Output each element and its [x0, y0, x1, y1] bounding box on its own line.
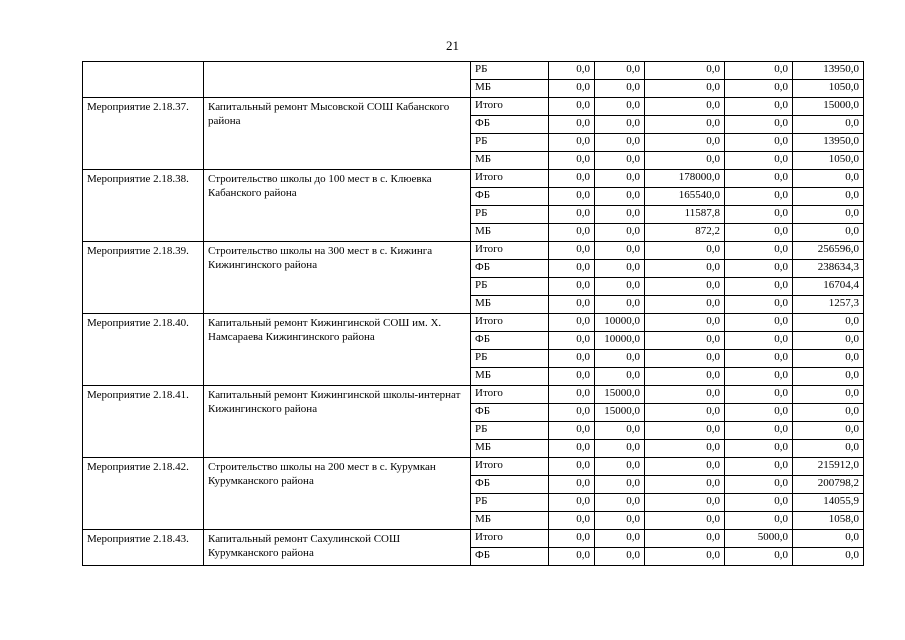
value-col-5: 1257,3	[793, 296, 864, 314]
value-col-3: 0,0	[645, 314, 725, 332]
value-col-3: 0,0	[645, 368, 725, 386]
value-col-1: 0,0	[549, 224, 595, 242]
value-col-5: 0,0	[793, 422, 864, 440]
value-col-2: 0,0	[595, 242, 645, 260]
value-col-2: 0,0	[595, 188, 645, 206]
value-col-4: 0,0	[725, 422, 793, 440]
value-col-1: 0,0	[549, 260, 595, 278]
value-col-3: 11587,8	[645, 206, 725, 224]
value-col-2: 10000,0	[595, 314, 645, 332]
value-col-1: 0,0	[549, 386, 595, 404]
value-col-4: 0,0	[725, 152, 793, 170]
value-col-4: 0,0	[725, 134, 793, 152]
value-col-5: 0,0	[793, 224, 864, 242]
table-row	[83, 314, 864, 332]
funding-source-cell: МБ	[471, 296, 549, 314]
value-col-4: 0,0	[725, 170, 793, 188]
value-col-3: 872,2	[645, 224, 725, 242]
funding-source-cell: Итого	[471, 386, 549, 404]
page-number: 21	[446, 38, 459, 53]
activity-description-cell: Строительство школы на 300 мест в с. Кижинга Кижингинского района	[204, 242, 471, 314]
value-col-5: 0,0	[793, 170, 864, 188]
value-col-3: 0,0	[645, 80, 725, 98]
table-row	[83, 170, 864, 188]
value-col-1: 0,0	[549, 278, 595, 296]
value-col-4: 0,0	[725, 494, 793, 512]
funding-source-cell: ФБ	[471, 476, 549, 494]
value-col-1: 0,0	[549, 152, 595, 170]
value-col-1: 0,0	[549, 512, 595, 530]
value-col-2: 0,0	[595, 224, 645, 242]
value-col-2: 0,0	[595, 260, 645, 278]
funding-source-cell: Итого	[471, 170, 549, 188]
funding-source-cell: МБ	[471, 152, 549, 170]
activity-id-cell: Мероприятие 2.18.38.	[83, 170, 204, 242]
value-col-3: 0,0	[645, 476, 725, 494]
activity-id-cell: Мероприятие 2.18.43.	[83, 530, 204, 566]
value-col-1: 0,0	[549, 314, 595, 332]
budget-table	[82, 61, 864, 566]
value-col-1: 0,0	[549, 134, 595, 152]
value-col-5: 238634,3	[793, 260, 864, 278]
value-col-3: 0,0	[645, 548, 725, 566]
value-col-1: 0,0	[549, 440, 595, 458]
value-col-2: 15000,0	[595, 386, 645, 404]
value-col-3: 0,0	[645, 458, 725, 476]
value-col-4: 0,0	[725, 350, 793, 368]
value-col-2: 0,0	[595, 80, 645, 98]
value-col-1: 0,0	[549, 494, 595, 512]
funding-source-cell: ФБ	[471, 116, 549, 134]
funding-source-cell: МБ	[471, 368, 549, 386]
funding-source-cell: Итого	[471, 458, 549, 476]
funding-source-cell: МБ	[471, 512, 549, 530]
value-col-4: 0,0	[725, 242, 793, 260]
activity-id-cell: Мероприятие 2.18.39.	[83, 242, 204, 314]
value-col-5: 13950,0	[793, 134, 864, 152]
value-col-1: 0,0	[549, 422, 595, 440]
value-col-3: 0,0	[645, 422, 725, 440]
value-col-1: 0,0	[549, 350, 595, 368]
value-col-3: 0,0	[645, 242, 725, 260]
value-col-1: 0,0	[549, 530, 595, 548]
value-col-1: 0,0	[549, 62, 595, 80]
value-col-3: 0,0	[645, 62, 725, 80]
value-col-4: 0,0	[725, 458, 793, 476]
funding-source-cell: Итого	[471, 530, 549, 548]
value-col-4: 0,0	[725, 314, 793, 332]
value-col-3: 165540,0	[645, 188, 725, 206]
funding-source-cell: РБ	[471, 278, 549, 296]
value-col-4: 0,0	[725, 206, 793, 224]
value-col-4: 0,0	[725, 512, 793, 530]
activity-description-cell	[204, 62, 471, 98]
table-row	[83, 242, 864, 260]
table-row	[83, 530, 864, 548]
value-col-4: 5000,0	[725, 530, 793, 548]
value-col-1: 0,0	[549, 206, 595, 224]
value-col-2: 15000,0	[595, 404, 645, 422]
value-col-2: 0,0	[595, 422, 645, 440]
funding-source-cell: Итого	[471, 98, 549, 116]
value-col-4: 0,0	[725, 386, 793, 404]
value-col-3: 0,0	[645, 386, 725, 404]
table-row	[83, 386, 864, 404]
value-col-3: 0,0	[645, 116, 725, 134]
value-col-4: 0,0	[725, 278, 793, 296]
value-col-1: 0,0	[549, 332, 595, 350]
funding-source-cell: РБ	[471, 494, 549, 512]
activity-description-cell: Капитальный ремонт Мысовской СОШ Кабанского района	[204, 98, 471, 170]
value-col-5: 0,0	[793, 332, 864, 350]
value-col-2: 0,0	[595, 170, 645, 188]
value-col-5: 16704,4	[793, 278, 864, 296]
value-col-5: 0,0	[793, 206, 864, 224]
funding-source-cell: Итого	[471, 314, 549, 332]
value-col-5: 0,0	[793, 368, 864, 386]
value-col-3: 0,0	[645, 530, 725, 548]
value-col-5: 0,0	[793, 314, 864, 332]
value-col-2: 0,0	[595, 62, 645, 80]
table-row	[83, 458, 864, 476]
value-col-1: 0,0	[549, 548, 595, 566]
value-col-4: 0,0	[725, 368, 793, 386]
value-col-2: 0,0	[595, 548, 645, 566]
value-col-5: 1050,0	[793, 152, 864, 170]
value-col-4: 0,0	[725, 476, 793, 494]
value-col-2: 0,0	[595, 512, 645, 530]
table-row	[83, 62, 864, 80]
activity-id-cell	[83, 62, 204, 98]
value-col-3: 0,0	[645, 350, 725, 368]
value-col-2: 0,0	[595, 440, 645, 458]
value-col-5: 1050,0	[793, 80, 864, 98]
value-col-3: 0,0	[645, 512, 725, 530]
value-col-1: 0,0	[549, 368, 595, 386]
value-col-2: 0,0	[595, 476, 645, 494]
value-col-5: 215912,0	[793, 458, 864, 476]
value-col-5: 256596,0	[793, 242, 864, 260]
funding-source-cell: РБ	[471, 206, 549, 224]
value-col-3: 0,0	[645, 332, 725, 350]
funding-source-cell: РБ	[471, 422, 549, 440]
value-col-4: 0,0	[725, 548, 793, 566]
activity-id-cell: Мероприятие 2.18.37.	[83, 98, 204, 170]
funding-source-cell: ФБ	[471, 188, 549, 206]
table-body	[83, 62, 864, 566]
funding-source-cell: РБ	[471, 350, 549, 368]
value-col-1: 0,0	[549, 458, 595, 476]
value-col-4: 0,0	[725, 80, 793, 98]
value-col-2: 0,0	[595, 152, 645, 170]
value-col-5: 13950,0	[793, 62, 864, 80]
value-col-2: 0,0	[595, 98, 645, 116]
funding-source-cell: ФБ	[471, 332, 549, 350]
value-col-2: 0,0	[595, 458, 645, 476]
value-col-2: 10000,0	[595, 332, 645, 350]
value-col-1: 0,0	[549, 80, 595, 98]
activity-id-cell: Мероприятие 2.18.40.	[83, 314, 204, 386]
funding-source-cell: МБ	[471, 440, 549, 458]
value-col-4: 0,0	[725, 404, 793, 422]
funding-source-cell: ФБ	[471, 260, 549, 278]
funding-source-cell: РБ	[471, 134, 549, 152]
activity-description-cell: Капитальный ремонт Кижингинской СОШ им. Х. Намсараева Кижингинского района	[204, 314, 471, 386]
value-col-2: 0,0	[595, 530, 645, 548]
value-col-5: 14055,9	[793, 494, 864, 512]
value-col-2: 0,0	[595, 296, 645, 314]
value-col-5: 0,0	[793, 350, 864, 368]
value-col-3: 0,0	[645, 494, 725, 512]
value-col-1: 0,0	[549, 296, 595, 314]
value-col-4: 0,0	[725, 98, 793, 116]
value-col-4: 0,0	[725, 62, 793, 80]
value-col-5: 0,0	[793, 386, 864, 404]
value-col-2: 0,0	[595, 116, 645, 134]
value-col-4: 0,0	[725, 224, 793, 242]
value-col-4: 0,0	[725, 440, 793, 458]
value-col-1: 0,0	[549, 188, 595, 206]
value-col-4: 0,0	[725, 332, 793, 350]
value-col-5: 200798,2	[793, 476, 864, 494]
activity-id-cell: Мероприятие 2.18.41.	[83, 386, 204, 458]
value-col-3: 0,0	[645, 278, 725, 296]
value-col-2: 0,0	[595, 206, 645, 224]
activity-description-cell: Строительство школы на 200 мест в с. Курумкан Курумканского района	[204, 458, 471, 530]
table-row	[83, 98, 864, 116]
value-col-3: 0,0	[645, 260, 725, 278]
value-col-1: 0,0	[549, 242, 595, 260]
activity-description-cell: Строительство школы до 100 мест в с. Клюевка Кабанского района	[204, 170, 471, 242]
value-col-5: 0,0	[793, 548, 864, 566]
value-col-1: 0,0	[549, 170, 595, 188]
value-col-5: 1058,0	[793, 512, 864, 530]
value-col-2: 0,0	[595, 368, 645, 386]
value-col-1: 0,0	[549, 98, 595, 116]
value-col-4: 0,0	[725, 260, 793, 278]
value-col-3: 0,0	[645, 134, 725, 152]
value-col-1: 0,0	[549, 476, 595, 494]
value-col-4: 0,0	[725, 116, 793, 134]
value-col-5: 0,0	[793, 116, 864, 134]
activity-description-cell: Капитальный ремонт Сахулинской СОШ Курумканского района	[204, 530, 471, 566]
value-col-5: 0,0	[793, 530, 864, 548]
value-col-4: 0,0	[725, 296, 793, 314]
funding-source-cell: РБ	[471, 62, 549, 80]
value-col-3: 178000,0	[645, 170, 725, 188]
funding-source-cell: ФБ	[471, 404, 549, 422]
activity-id-cell: Мероприятие 2.18.42.	[83, 458, 204, 530]
value-col-3: 0,0	[645, 296, 725, 314]
value-col-3: 0,0	[645, 98, 725, 116]
value-col-4: 0,0	[725, 188, 793, 206]
value-col-5: 15000,0	[793, 98, 864, 116]
value-col-5: 0,0	[793, 188, 864, 206]
funding-source-cell: МБ	[471, 224, 549, 242]
value-col-2: 0,0	[595, 278, 645, 296]
value-col-3: 0,0	[645, 404, 725, 422]
value-col-3: 0,0	[645, 152, 725, 170]
activity-description-cell: Капитальный ремонт Кижингинской школы-интернат Кижингинского района	[204, 386, 471, 458]
value-col-1: 0,0	[549, 404, 595, 422]
value-col-2: 0,0	[595, 350, 645, 368]
value-col-5: 0,0	[793, 404, 864, 422]
funding-source-cell: ФБ	[471, 548, 549, 566]
value-col-5: 0,0	[793, 440, 864, 458]
funding-source-cell: Итого	[471, 242, 549, 260]
funding-source-cell: МБ	[471, 80, 549, 98]
value-col-3: 0,0	[645, 440, 725, 458]
value-col-2: 0,0	[595, 494, 645, 512]
value-col-2: 0,0	[595, 134, 645, 152]
value-col-1: 0,0	[549, 116, 595, 134]
